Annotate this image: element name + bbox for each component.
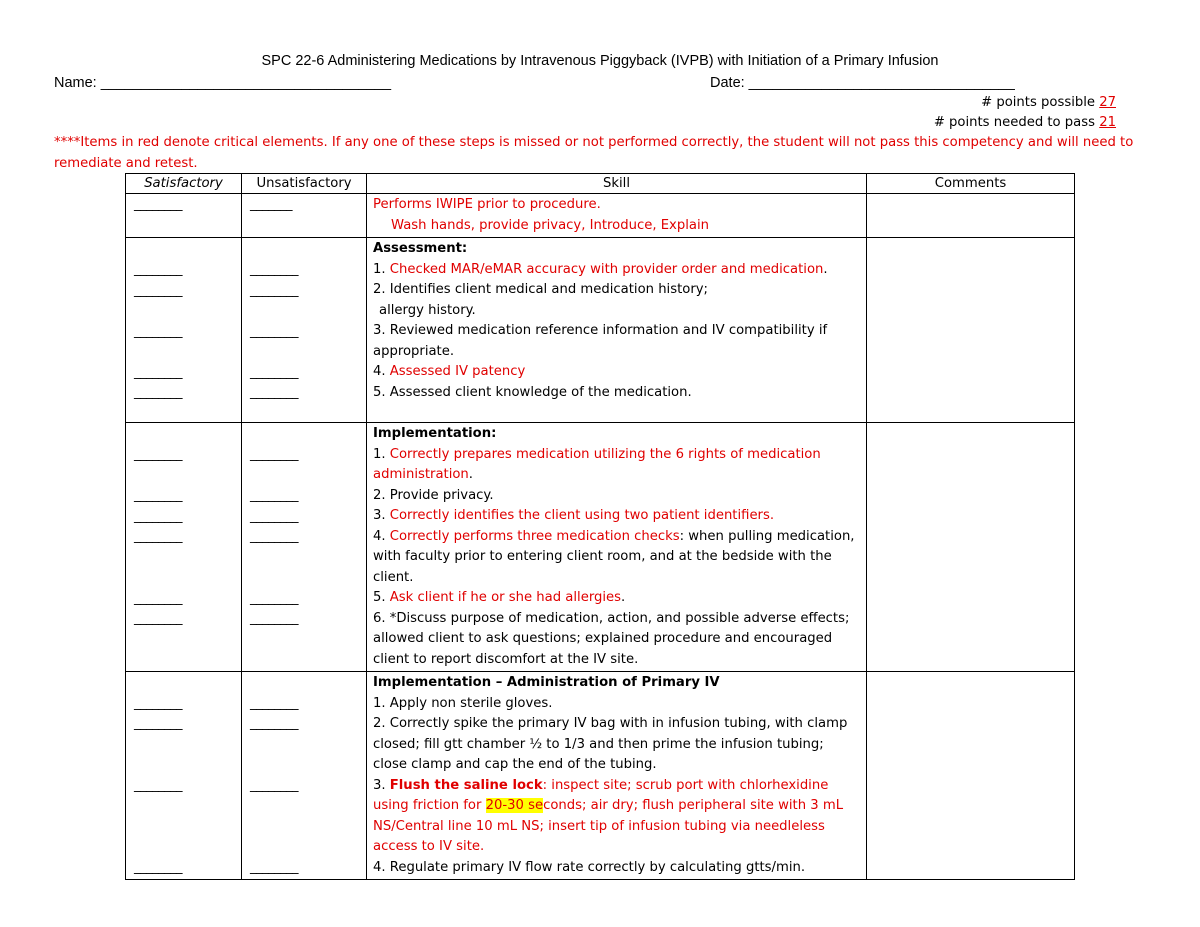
comments-cell[interactable] <box>867 423 1075 672</box>
skill-item: 1. Checked MAR/eMAR accuracy with provider order and medication. <box>373 261 828 277</box>
blank-line[interactable]: ________ <box>134 365 182 380</box>
blank-line[interactable]: ________ <box>250 696 298 711</box>
blank-line[interactable]: ________ <box>134 385 182 400</box>
skill-cell-assessment <box>367 238 867 423</box>
date-field[interactable]: Date: _________________________________ <box>710 75 1015 91</box>
points-possible-value: 27 <box>1099 95 1116 110</box>
blank-line[interactable]: _______ <box>250 197 292 212</box>
blank-line[interactable]: ________ <box>250 262 298 277</box>
blank-line[interactable]: ________ <box>250 778 298 793</box>
skill-item: 1. Correctly prepares medication utilizing the 6 rights of medication administration. <box>373 446 821 482</box>
blank-line[interactable]: ________ <box>134 262 182 277</box>
blank-line[interactable]: ________ <box>250 509 298 524</box>
table-row <box>126 238 1075 423</box>
blank-line[interactable]: ________ <box>134 529 182 544</box>
skills-checklist-table <box>125 173 1075 880</box>
header-skill: Skill <box>367 174 867 194</box>
section-heading: Implementation – Administration of Primary IV <box>373 675 720 690</box>
comments-cell[interactable] <box>867 238 1075 423</box>
table-row <box>126 194 1075 238</box>
blank-line[interactable]: ________ <box>250 385 298 400</box>
table-header-row <box>126 174 1075 194</box>
page-title: SPC 22-6 Administering Medications by Intravenous Piggyback (IVPB) with Initiation of a Primary Infusion <box>261 53 939 69</box>
unsatisfactory-cell[interactable] <box>242 672 367 880</box>
blank-line[interactable]: ________ <box>250 283 298 298</box>
blank-line[interactable]: ________ <box>250 447 298 462</box>
header-satisfactory: Satisfactory <box>126 174 242 194</box>
blank-line[interactable]: ________ <box>250 324 298 339</box>
name-field[interactable]: Name: ____________________________________ <box>54 75 392 91</box>
blank-line[interactable]: ________ <box>134 447 182 462</box>
blank-line[interactable]: ________ <box>134 197 182 212</box>
blank-line[interactable]: ________ <box>250 365 298 380</box>
critical-elements-note: ****Items in red denote critical elements. If any one of these steps is missed or not performed correctly, the student will not pass this competency and will need to remediate and retest. <box>54 135 1134 171</box>
satisfactory-cell[interactable] <box>126 238 242 423</box>
skill-text: Performs IWIPE prior to procedure. <box>373 197 601 212</box>
blank-line[interactable]: ________ <box>134 716 182 731</box>
satisfactory-cell[interactable] <box>126 194 242 238</box>
comments-cell[interactable] <box>867 672 1075 880</box>
points-possible-label: # points possible <box>981 95 1096 110</box>
blank-line[interactable]: ________ <box>134 324 182 339</box>
points-possible <box>981 95 1116 110</box>
blank-line[interactable]: ________ <box>134 696 182 711</box>
satisfactory-cell[interactable] <box>126 423 242 672</box>
section-heading: Assessment: <box>373 241 468 256</box>
skill-item: 5. Assessed client knowledge of the medication. <box>373 384 692 400</box>
points-needed <box>934 115 1116 130</box>
skill-text: Wash hands, provide privacy, Introduce, Explain <box>391 217 709 233</box>
blank-line[interactable]: ________ <box>250 529 298 544</box>
blank-line[interactable]: ________ <box>134 283 182 298</box>
blank-line[interactable]: ________ <box>250 716 298 731</box>
skill-item: 3. Reviewed medication reference information and IV compatibility if appropriate. <box>373 323 828 359</box>
table-row <box>126 672 1075 880</box>
skill-item: 4. Regulate primary IV flow rate correctly by calculating gtts/min. <box>373 859 806 875</box>
unsatisfactory-cell[interactable] <box>242 238 367 423</box>
unsatisfactory-cell[interactable] <box>242 194 367 238</box>
skill-item: 4. Assessed IV patency <box>373 364 526 379</box>
unsatisfactory-cell[interactable] <box>242 423 367 672</box>
blank-line[interactable]: ________ <box>134 778 182 793</box>
section-heading: Implementation: <box>373 426 497 441</box>
blank-line[interactable]: ________ <box>250 591 298 606</box>
blank-line[interactable]: ________ <box>134 611 182 626</box>
blank-line[interactable]: ________ <box>134 509 182 524</box>
skill-item: 2. Provide privacy. <box>373 487 494 503</box>
skill-cell-implementation <box>367 423 867 672</box>
skill-item: 2. Identifies client medical and medication history; <box>373 282 708 297</box>
blank-line[interactable]: ________ <box>134 488 182 503</box>
skill-cell-primary-iv <box>367 672 867 880</box>
skill-item: 2. Correctly spike the primary IV bag with in infusion tubing, with clamp closed; fill gtt chamber ½ to 1/3 and then prime the infusion tubing; close clamp and cap the end of the tubing. <box>373 716 848 772</box>
points-needed-value: 21 <box>1099 115 1116 130</box>
table-row <box>126 423 1075 672</box>
skill-item: allergy history. <box>379 302 476 318</box>
header-unsatisfactory: Unsatisfactory <box>242 174 367 194</box>
skill-item: 3. Flush the saline lock: inspect site; scrub port with chlorhexidine using friction for 20-30 seconds; air dry; flush peripheral site with 3 mL NS/Central line 10 mL NS; insert tip of infusion tubing via needleless access to IV site. <box>373 777 844 854</box>
skill-cell-iwipe <box>367 194 867 238</box>
blank-line[interactable]: ________ <box>250 488 298 503</box>
skill-item: 1. Apply non sterile gloves. <box>373 695 553 711</box>
blank-line[interactable]: ________ <box>134 860 182 875</box>
points-needed-label: # points needed to pass <box>933 115 1096 130</box>
blank-line[interactable]: ________ <box>250 860 298 875</box>
blank-line[interactable]: ________ <box>250 611 298 626</box>
satisfactory-cell[interactable] <box>126 672 242 880</box>
blank-line[interactable]: ________ <box>134 591 182 606</box>
skill-item: 6. *Discuss purpose of medication, action, and possible adverse effects; allowed client to ask questions; explained procedure and encouraged client to report discomfort at the IV site. <box>373 610 850 667</box>
comments-cell[interactable] <box>867 194 1075 238</box>
header-comments: Comments <box>867 174 1075 194</box>
skill-item: 4. Correctly performs three medication checks: when pulling medication, with faculty prior to entering client room, and at the bedside with the client. <box>373 528 855 585</box>
skill-item: 5. Ask client if he or she had allergies. <box>373 590 626 605</box>
skill-item: 3. Correctly identifies the client using two patient identifiers. <box>373 508 775 523</box>
